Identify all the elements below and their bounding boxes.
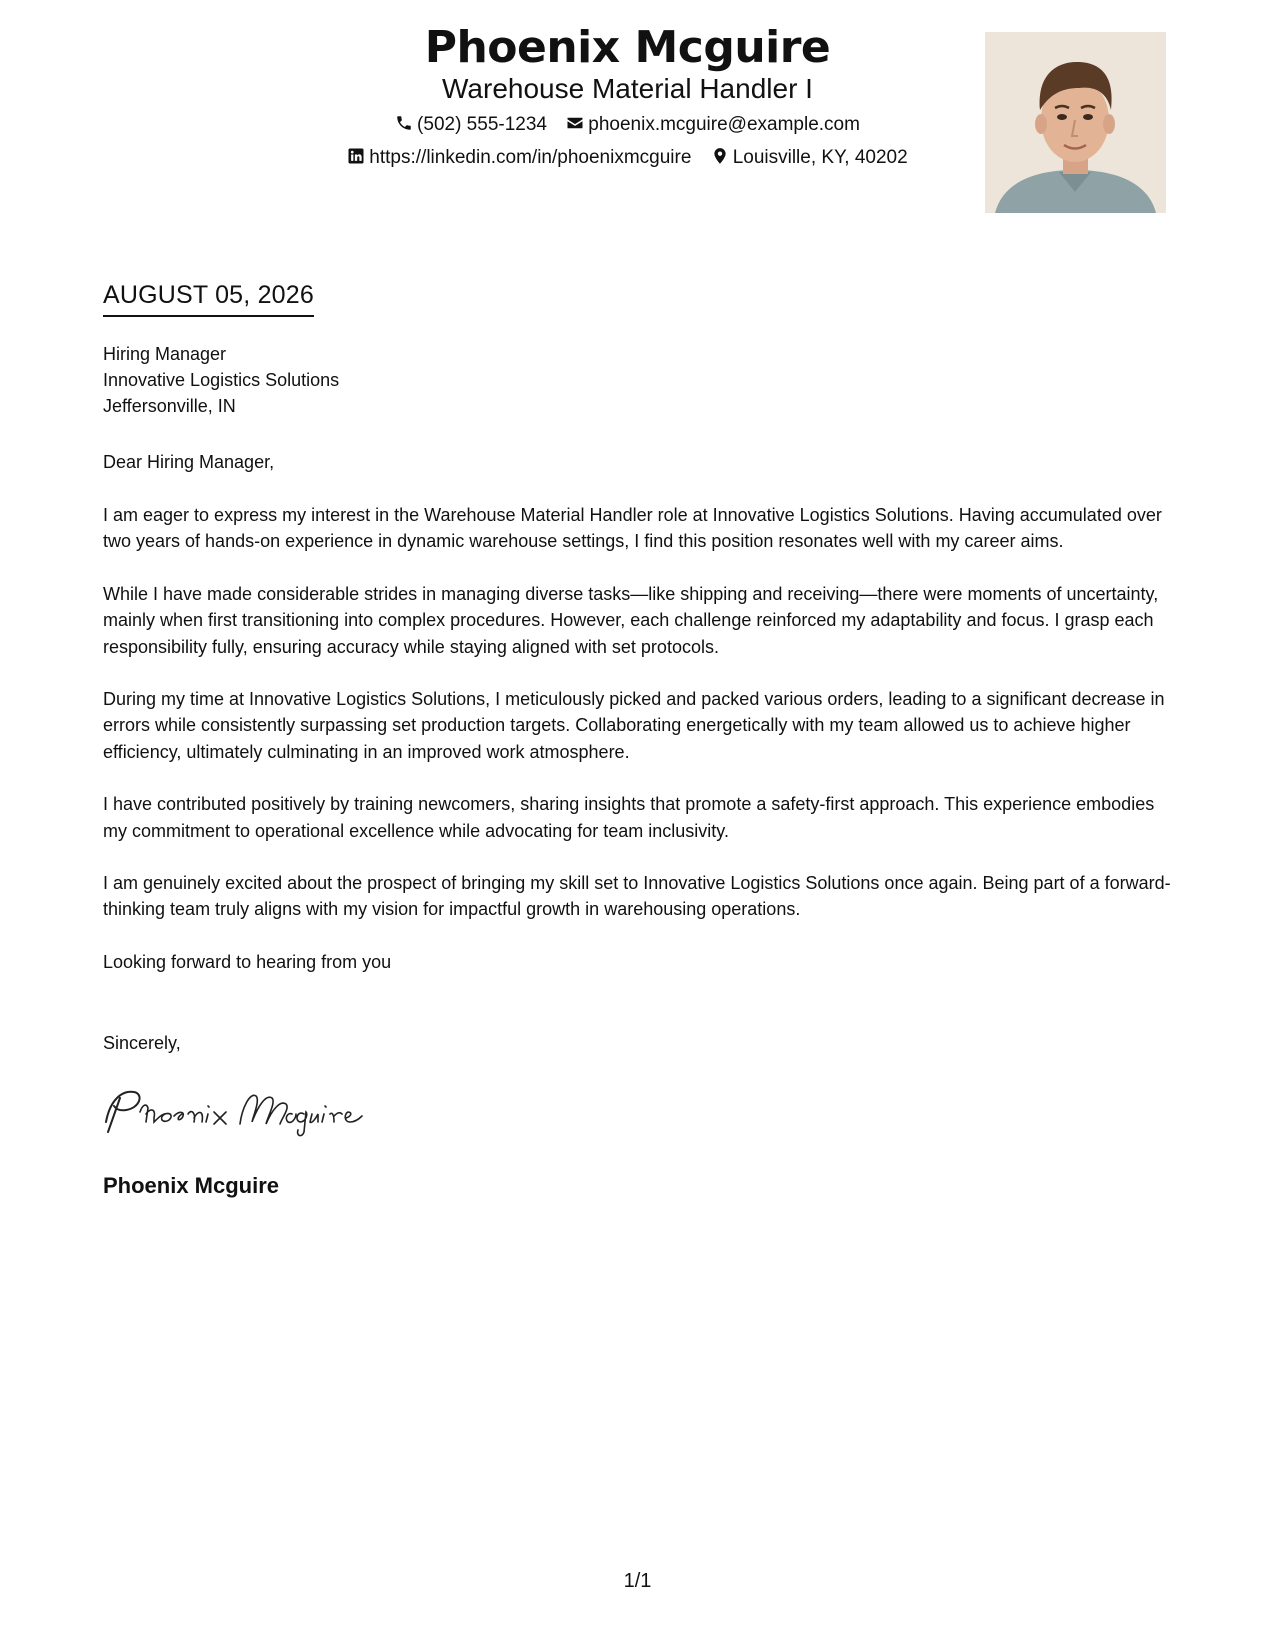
map-pin-icon [711, 147, 729, 165]
signature [100, 1078, 380, 1140]
recipient-title: Hiring Manager [103, 344, 227, 364]
letter-body [103, 502, 1178, 1001]
location-contact [711, 146, 908, 170]
phone-text: (502) 555-1234 [417, 114, 547, 135]
body-paragraph: Looking forward to hearing from you [103, 951, 392, 972]
recipient-company: Innovative Logistics Solutions [103, 370, 340, 390]
page-number: 1/1 [623, 1570, 652, 1592]
location-text: Louisville, KY, 40202 [732, 147, 908, 168]
signer-name: Phoenix Mcguire [103, 1173, 280, 1198]
body-paragraph: I have contributed positively by training newcomers, sharing insights that promote a safety-first approach. This experience embodies my commitment to operational excellence while advocating for team inclusivity. [103, 794, 1155, 841]
recipient-location: Jeffersonville, IN [103, 396, 236, 416]
linkedin-text: https://linkedin.com/in/phoenixmcguire [369, 147, 692, 168]
applicant-title: Warehouse Material Handler I [442, 73, 813, 104]
recipient-block [103, 341, 339, 419]
linkedin-icon [347, 147, 365, 165]
linkedin-contact[interactable] [347, 146, 691, 170]
body-paragraph: While I have made considerable strides in managing diverse tasks—like shipping and receiving—there were moments of uncertainty, mainly when first transitioning into complex procedures. However, each challenge reinforced my adaptability and focus. I grasp each responsibility fully, ensuring accuracy while staying aligned with set protocols. [103, 583, 1159, 657]
profile-photo [985, 32, 1166, 213]
body-paragraph: During my time at Innovative Logistics Solutions, I meticulously picked and packed various orders, leading to a significant decrease in errors while consistently surpassing set production targets. Collaborating energetically with my team allowed us to achieve higher efficiency, ultimately culminating in an improved work atmosphere. [103, 689, 1165, 762]
email-text: phoenix.mcguire@example.com [588, 114, 860, 135]
envelope-icon [566, 114, 584, 132]
closing: Sincerely, [103, 1033, 181, 1053]
applicant-name: Phoenix Mcguire [424, 22, 831, 73]
email-contact[interactable] [566, 113, 860, 137]
phone-contact[interactable] [395, 113, 547, 137]
salutation: Dear Hiring Manager, [103, 452, 275, 472]
phone-icon [395, 114, 413, 132]
letter-date: AUGUST 05, 2026 [103, 280, 314, 317]
letter-header [0, 0, 1275, 230]
body-paragraph: I am genuinely excited about the prospect of bringing my skill set to Innovative Logistics Solutions once again. Being part of a forward-thinking team truly aligns with my vision for impactful growth in warehousing operations. [103, 873, 1171, 920]
body-paragraph: I am eager to express my interest in the Warehouse Material Handler role at Innovative Logistics Solutions. Having accumulated over two years of hands-on experience in dynamic warehouse settings, I find this position resonates well with my career aims. [103, 505, 1162, 552]
